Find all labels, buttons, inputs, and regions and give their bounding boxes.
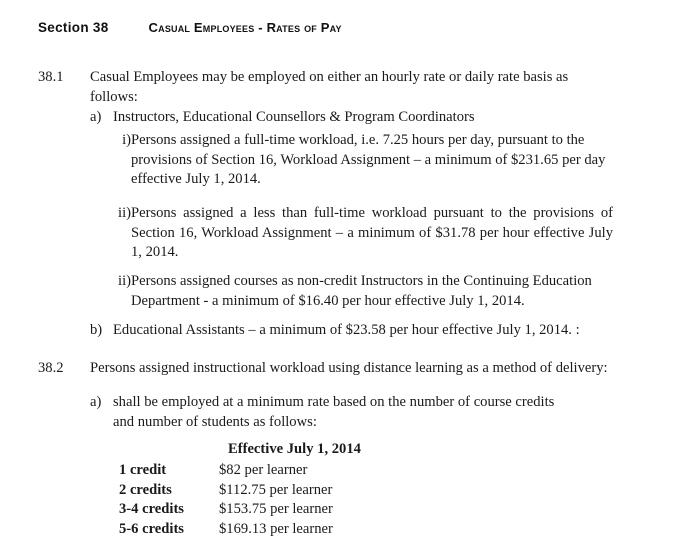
table-row — [119, 461, 361, 481]
clause-marker: 38.2 — [38, 360, 64, 376]
clause-text: Casual Employees may be employed on either an hourly rate or daily rate basis as follows: — [90, 69, 569, 105]
rate-value: $112.75 per learner — [219, 481, 333, 498]
clause-text: Persons assigned a full-time workload, i.e. 7.25 hours per day, pursuant to the provisions of Section 16, Workload Assignment – a minimum of $231.65 per day effective July 1, 2014. — [131, 132, 606, 187]
credits-label: 3-4 credits — [119, 501, 184, 518]
clause-38-1-a-i — [113, 131, 613, 190]
rate-table-body — [119, 440, 361, 539]
clause-text: Persons assigned courses as non-credit Instructors in the Continuing Education Department - a minimum of $16.40 per hour effective July 1, 2014. — [131, 273, 592, 309]
distance-learning-rate-table — [119, 440, 361, 539]
clause-38-1-a-ii-duplicate — [113, 272, 613, 311]
effective-date-header: Effective July 1, 2014 — [228, 441, 361, 457]
rate-value: $169.13 per learner — [219, 520, 333, 537]
clause-marker: i) — [122, 132, 131, 148]
clause-text: Instructors, Educational Counsellors & Program Coordinators — [113, 109, 475, 125]
clause-marker: a) — [90, 394, 102, 410]
clause-text: shall be employed at a minimum rate based on the number of course credits and number of students as follows: — [113, 394, 555, 430]
table-header-blank — [119, 440, 219, 461]
header-section-label: Section 38 — [38, 20, 109, 35]
table-header-row — [119, 440, 361, 461]
clause-marker: 38.1 — [38, 69, 64, 85]
clause-38-2-a — [90, 393, 590, 432]
clause-text: Educational Assistants – a minimum of $23.58 per hour effective July 1, 2014. : — [113, 322, 580, 338]
clause-marker: a) — [90, 109, 102, 125]
rate-value: $153.75 per learner — [219, 501, 333, 518]
clause-38-1-b — [90, 321, 610, 341]
page-title: Casual Employees - Rates of Pay — [148, 20, 342, 35]
rate-table — [119, 440, 361, 539]
table-row — [119, 520, 361, 540]
rate-value: $82 per learner — [219, 462, 308, 478]
clause-38-1-a-ii — [113, 204, 613, 263]
clause-text: Persons assigned a less than full-time workload pursuant to the provisions of Section 16, Workload Assignment – a minimum of $31.78 per hour effective July 1, 2014. — [131, 205, 613, 260]
clause-38-2 — [38, 359, 618, 379]
clause-38-1 — [38, 68, 613, 107]
credits-label: 2 credits — [119, 481, 172, 498]
clause-marker: ii) — [118, 273, 131, 289]
clause-38-1-a — [90, 108, 610, 128]
document-header — [38, 20, 638, 35]
clause-marker: ii) — [118, 205, 131, 221]
clause-text: Persons assigned instructional workload using distance learning as a method of delivery: — [90, 360, 608, 376]
clause-marker: b) — [90, 322, 103, 338]
credits-label: 1 credit — [119, 462, 167, 478]
credits-label: 5-6 credits — [119, 520, 184, 537]
table-row — [119, 500, 361, 520]
table-row — [119, 481, 361, 501]
